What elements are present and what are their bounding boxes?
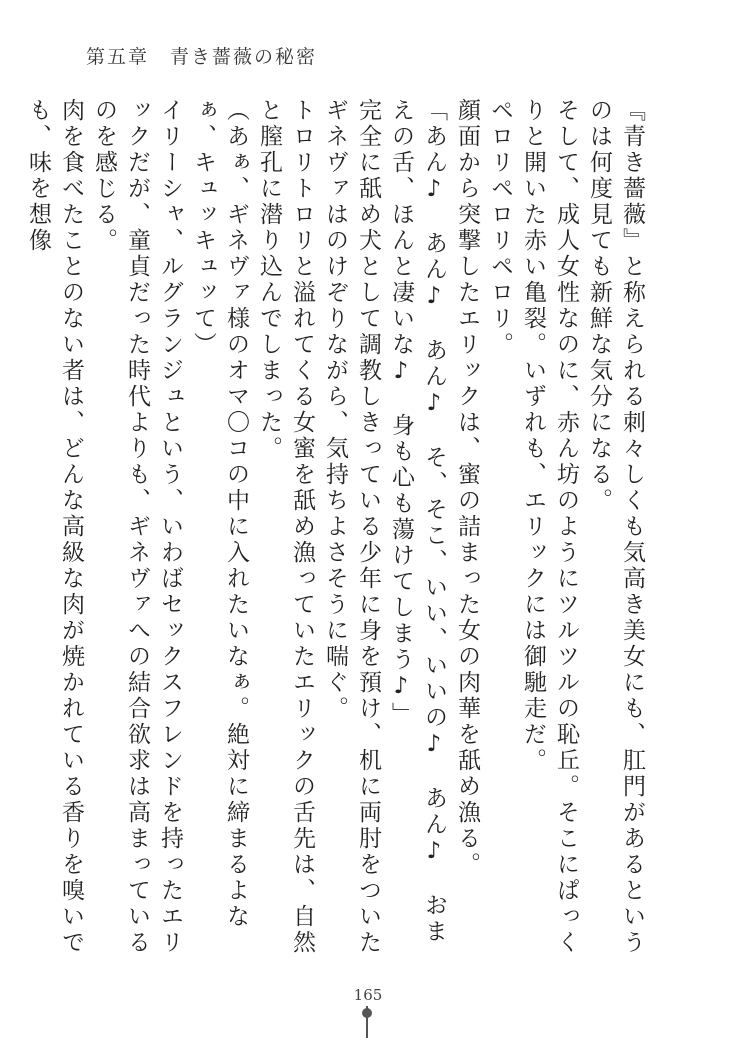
paragraph: そして、成人女性なのに、赤ん坊のようにツルツルの恥丘。そこにぱっくりと開いた赤い亀裂。いずれも、エリックには御馳走だ。 bbox=[520, 98, 579, 956]
ornament-dot bbox=[362, 1008, 372, 1018]
running-header: 第五章 青き薔薇の秘密 bbox=[86, 46, 318, 68]
page-number: 165 bbox=[353, 986, 383, 1004]
paragraph: 顔面から突撃したエリックは、蜜の詰まった女の肉華を舐め漁る。 bbox=[454, 98, 480, 878]
page-ornament-icon bbox=[362, 1006, 372, 1038]
paragraph: 「あん♪ あん♪ あん♪ そ、そこ、いい、いいの♪ あん♪ おまえの舌、ほんと凄いな♪ 身も心も蕩けてしまう♪」 bbox=[388, 98, 447, 945]
paragraph: 完全に舐め犬として調教しきっている少年に身を預け、机に両肘をついたギネヴァはのけぞりながら、気持ちよさそうに喘ぐ。 bbox=[322, 98, 381, 956]
paragraph: 肉を食べたことのない者は、どんな高級な肉が焼かれている香りを嗅いでも、味を想像 bbox=[25, 98, 84, 956]
paragraph: トロリトロリと溢れてくる女蜜を舐め漁っていたエリックの舌先は、自然と膣孔に潜り込んでしまった。 bbox=[256, 98, 315, 956]
paragraph: （あぁ、ギネヴァ様のオマ〇コの中に入れたいなぁ。絶対に締まるよなぁ、キュッキュッて） bbox=[190, 98, 249, 930]
paragraph: 『青き薔薇』と称えられる刺々しくも気高き美女にも、肛門があるというのは何度見ても新鮮な気分になる。 bbox=[586, 98, 645, 956]
paragraph: ペロリペロリペロリ。 bbox=[487, 98, 513, 358]
body-text bbox=[25, 98, 648, 968]
paragraph: イリーシャ、ルグランジュという、いわばセックスフレンドを持ったエリックだが、童貞だった時代よりも、ギネヴァへの結合欲求は高まっているのを感じる。 bbox=[91, 98, 183, 956]
